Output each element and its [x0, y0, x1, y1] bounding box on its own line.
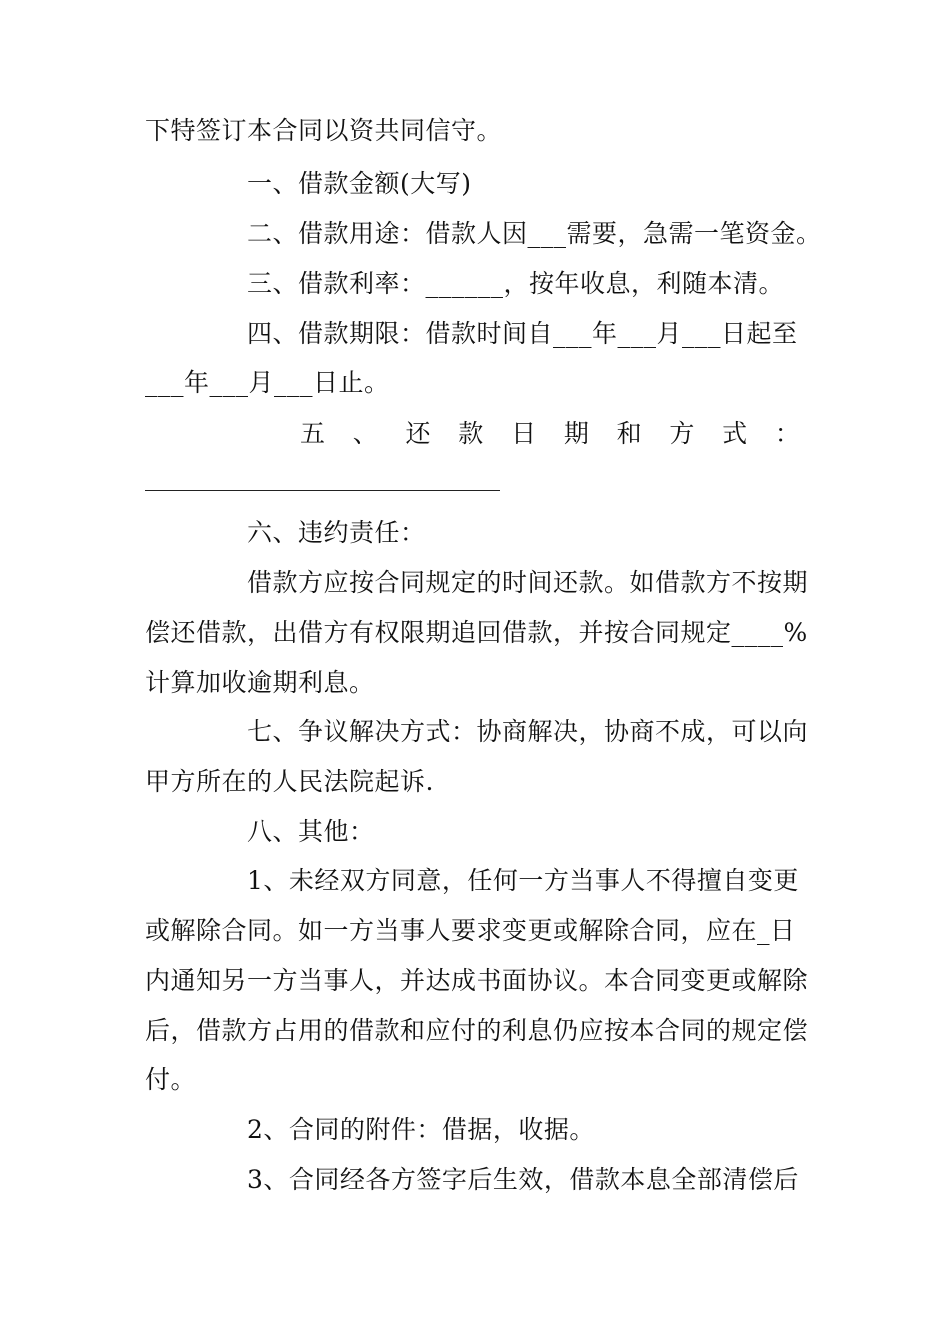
clause-8-item-1-cont-3: 后，借款方占用的借款和应付的利息仍应按本合同的规定偿 — [145, 1016, 809, 1045]
clause-5-char: ： — [774, 419, 800, 448]
clause-8-item-1: 1、未经双方同意，任何一方当事人不得擅自变更 — [247, 866, 799, 895]
clause-5-char: 还 — [405, 419, 431, 448]
clause-8-item-1-cont-2: 内通知另一方当事人，并达成书面协议。本合同变更或解除 — [145, 966, 809, 995]
clause-8-item-1-cont-4: 付。 — [145, 1065, 197, 1094]
clause-4-loan-term: 四、借款期限：借款时间自___年___月___日起至 — [247, 319, 798, 348]
clause-5-char: 期 — [563, 419, 589, 448]
clause-7-dispute: 七、争议解决方式：协商解决，协商不成，可以向 — [247, 717, 809, 746]
clause-5-repayment-heading — [300, 419, 800, 449]
clause-3-interest-rate: 三、借款利率：______，按年收息，利随本清。 — [247, 269, 785, 298]
clause-5-char: 式 — [722, 419, 748, 448]
clause-6-text-2: 偿还借款，出借方有权限期追回借款，并按合同规定____% — [145, 618, 808, 647]
clause-5-char: 和 — [616, 419, 642, 448]
clause-5-char: 、 — [352, 419, 378, 448]
clause-5-char: 方 — [669, 419, 695, 448]
blank-underline — [145, 490, 500, 491]
clause-6-text-3: 计算加收逾期利息。 — [145, 668, 375, 697]
clause-2-loan-purpose: 二、借款用途：借款人因___需要，急需一笔资金。 — [247, 219, 822, 248]
clause-8-item-1-cont-1: 或解除合同。如一方当事人要求变更或解除合同，应在_日 — [145, 916, 796, 945]
clause-8-other: 八、其他： — [247, 817, 375, 846]
clause-8-item-2: 2、合同的附件：借据，收据。 — [247, 1115, 595, 1144]
clause-5-char: 款 — [458, 419, 484, 448]
clause-1-loan-amount: 一、借款金额(大写) — [247, 169, 472, 198]
clause-8-item-3: 3、合同经各方签字后生效，借款本息全部清偿后 — [247, 1165, 799, 1194]
clause-4-loan-term-cont: ___年___月___日止。 — [145, 368, 390, 397]
clause-7-dispute-cont: 甲方所在的人民法院起诉. — [145, 767, 434, 796]
clause-6-text-1: 借款方应按合同规定的时间还款。如借款方不按期 — [247, 568, 809, 597]
text-line-1: 下特签订本合同以资共同信守。 — [145, 116, 503, 145]
clause-6-liability: 六、违约责任： — [247, 518, 426, 547]
clause-5-char: 日 — [511, 419, 537, 448]
clause-5-char: 五 — [300, 419, 326, 448]
